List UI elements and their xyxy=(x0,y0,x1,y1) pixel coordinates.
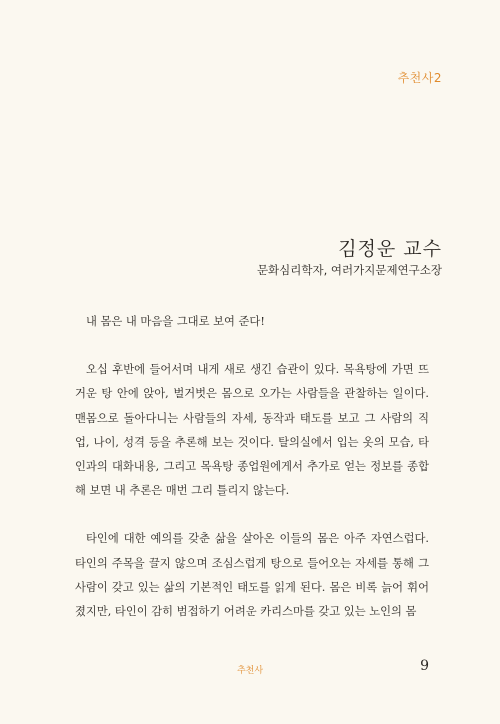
footer-section-label: 추천사 xyxy=(236,666,264,676)
paragraph-intro: 내 몸은 내 마음을 그대로 보여 준다! xyxy=(86,315,265,328)
page-number: 9 xyxy=(420,658,429,674)
body-text xyxy=(75,310,429,624)
section-tag: 추천사2 xyxy=(397,71,442,85)
author-title: 문화심리학자, 여러가지문제연구소장 xyxy=(256,263,442,277)
author-name: 김정운 교수 xyxy=(338,238,442,260)
paragraph-bathhouse-habit: 오십 후반에 들어서며 내게 새로 생긴 습관이 있다. 목욕탕에 가면 뜨거운 탕 안에 앉아, 벌거벗은 몸으로 오가는 사람들을 관찰하는 일이다. 맨몸으로 돌아다니는 사람들의 자세, 동작과 태도를 보고 그 사람의 직업, 나이, 성격 등을 추론해 보는 것이다. 탈의실에서 입는 옷의 모습, 타인과의 대화내용, 그리고 목욕탕 종업원에게서 추가로 얻는 정보를 종합해 보면 내 추론은 매번 그리 틀리지 않는다. xyxy=(75,363,429,498)
paragraph-natural-body: 타인에 대한 예의를 갖춘 삶을 살아온 이들의 몸은 아주 자연스럽다. 타인의 주목을 끌지 않으며 조심스럽게 탕으로 들어오는 자세를 통해 그 사람이 갖고 있는 삶의 기본적인 태도를 읽게 된다. 몸은 비록 늙어 휘어졌지만, 타인이 감히 범접하기 어려운 카리스마를 갖고 있는 노인의 몸 xyxy=(75,532,429,619)
